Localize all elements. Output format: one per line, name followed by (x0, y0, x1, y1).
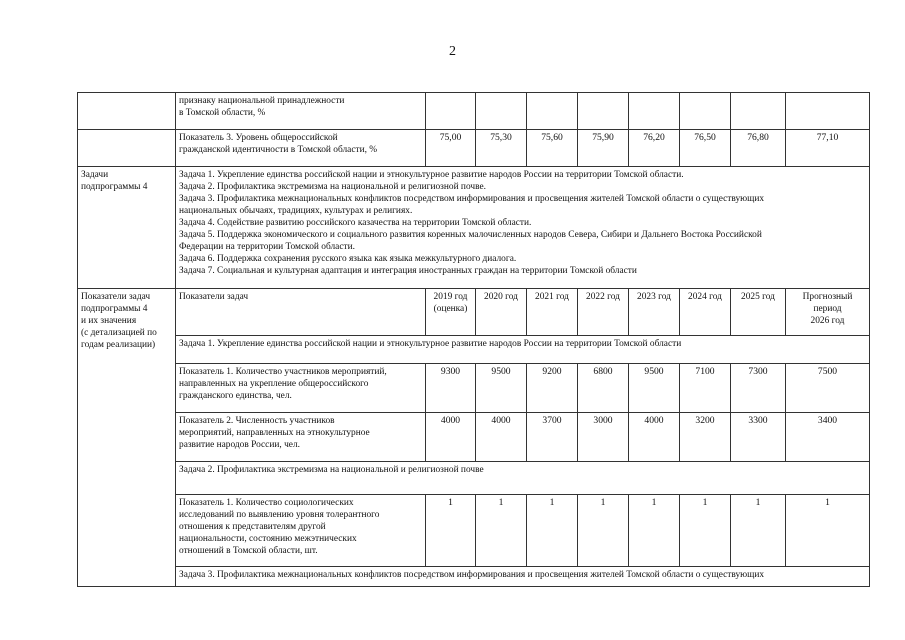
header-year: 2023 год (629, 289, 680, 336)
value-cell (680, 93, 731, 130)
value-cell: 75,60 (527, 130, 578, 167)
value-cell: 3700 (527, 413, 578, 462)
table-row (78, 93, 870, 130)
value-cell (476, 93, 527, 130)
table-row (78, 130, 870, 167)
value-cell: 1 (476, 495, 527, 567)
header-year-text: 2019 год (433, 292, 468, 302)
value-cell: 9500 (629, 364, 680, 413)
indicator-cell (176, 364, 426, 413)
value-cell: 9200 (527, 364, 578, 413)
tasks-label-cell (78, 167, 176, 289)
value-cell: 4000 (629, 413, 680, 462)
value-cell: 75,90 (578, 130, 629, 167)
header-year: 2020 год (476, 289, 527, 336)
value-cell: 7500 (786, 364, 870, 413)
header-year: 2022 год (578, 289, 629, 336)
value-cell: 77,10 (786, 130, 870, 167)
value-cell: 1 (786, 495, 870, 567)
indicator-text: гражданской идентичности в Томской области, % (179, 145, 378, 156)
task-title: Задача 1. Укрепление единства российской нации и этнокультурное развитие народов России на территории Томской области (176, 336, 870, 364)
table-row (78, 495, 870, 567)
task-line: Задача 4. Содействие развитию российского казачества на территории Томской области. (179, 218, 532, 229)
indicators-label: подпрограммы 4 (81, 304, 148, 315)
indicator-text: Показатель 1. Количество социологических (179, 498, 354, 508)
task-line: Задача 7. Социальная и культурная адаптация и интеграция иностранных граждан на территории Томской области (179, 266, 637, 277)
value-cell (578, 93, 629, 130)
tasks-label: подпрограммы 4 (81, 182, 148, 193)
value-cell (527, 93, 578, 130)
task-line: Задача 2. Профилактика экстремизма на национальной и религиозной почве. (179, 182, 486, 193)
header-title: Показатели задач (176, 289, 426, 336)
value-cell (426, 93, 476, 130)
value-cell (629, 93, 680, 130)
indicator-text: исследований по выявлению уровня толерантного (179, 510, 380, 521)
table-row (78, 364, 870, 413)
task-title-row (78, 462, 870, 495)
task-line: национальных обычаях, традициях, культурах и религиях. (179, 206, 413, 217)
value-cell: 7300 (731, 364, 786, 413)
indicator-text: направленных на укрепление общероссийского (179, 379, 369, 390)
header-year-text: 2026 год (810, 316, 845, 327)
header-year-text: Прогнозный (802, 292, 853, 302)
task-line: Федерации на территории Томской области. (179, 242, 355, 253)
value-cell: 1 (629, 495, 680, 567)
indicator-text: развитие народов России, чел. (179, 440, 300, 451)
value-cell: 1 (527, 495, 578, 567)
tasks-label: Задачи (81, 170, 109, 180)
task-line: Задача 6. Поддержка сохранения русского языка как языка межкультурного диалога. (179, 254, 517, 265)
value-cell: 3200 (680, 413, 731, 462)
indicator-cell (176, 130, 426, 167)
value-cell: 76,50 (680, 130, 731, 167)
subprogram-table (77, 92, 870, 587)
value-cell: 76,20 (629, 130, 680, 167)
row-label-cell (78, 130, 176, 167)
value-cell: 3400 (786, 413, 870, 462)
value-cell: 1 (731, 495, 786, 567)
task-title-row (78, 567, 870, 587)
task-line: Задача 5. Поддержка экономического и социального развития коренных малочисленных народов Севера, Сибири и Дальнего Востока Российской (179, 230, 762, 241)
indicator-text: Показатель 3. Уровень общероссийской (179, 133, 338, 143)
indicator-text: отношения к представителям другой (179, 522, 326, 533)
value-cell: 3000 (578, 413, 629, 462)
value-cell: 4000 (426, 413, 476, 462)
indicators-header-row (78, 289, 870, 336)
header-year (426, 289, 476, 336)
value-cell: 75,30 (476, 130, 527, 167)
indicator-cell (176, 495, 426, 567)
value-cell: 3300 (731, 413, 786, 462)
tasks-list-cell (176, 167, 870, 289)
indicators-label: годам реализации) (81, 340, 156, 351)
tasks-row (78, 167, 870, 289)
indicator-text: в Томской области, % (179, 108, 266, 119)
value-cell: 1 (426, 495, 476, 567)
value-cell: 4000 (476, 413, 527, 462)
header-year (786, 289, 870, 336)
value-cell: 1 (680, 495, 731, 567)
value-cell: 9500 (476, 364, 527, 413)
indicators-label: (с детализацией по (81, 328, 157, 339)
value-cell: 75,00 (426, 130, 476, 167)
header-year-text: (оценка) (433, 304, 468, 315)
header-year-text: период (813, 304, 842, 315)
indicators-label: и их значения (81, 316, 137, 327)
indicator-cell (176, 93, 426, 130)
task-title: Задача 3. Профилактика межнациональных конфликтов посредством информирования и просвещения жителей Томской области о существующих (176, 567, 870, 587)
indicator-text: признаку национальной принадлежности (179, 96, 345, 106)
value-cell: 1 (578, 495, 629, 567)
value-cell: 7100 (680, 364, 731, 413)
table-row (78, 413, 870, 462)
indicator-text: отношений в Томской области, шт. (179, 546, 318, 557)
header-year: 2025 год (731, 289, 786, 336)
row-label-cell (78, 93, 176, 130)
indicator-text: Показатель 1. Количество участников мероприятий, (179, 367, 387, 377)
indicator-text: гражданского единства, чел. (179, 391, 292, 402)
value-cell (731, 93, 786, 130)
task-title-row (78, 336, 870, 364)
indicators-label-cell (78, 289, 176, 587)
value-cell: 9300 (426, 364, 476, 413)
header-year: 2024 год (680, 289, 731, 336)
value-cell: 6800 (578, 364, 629, 413)
task-title: Задача 2. Профилактика экстремизма на национальной и религиозной почве (176, 462, 870, 495)
indicator-cell (176, 413, 426, 462)
indicator-text: Показатель 2. Численность участников (179, 416, 335, 426)
header-year: 2021 год (527, 289, 578, 336)
indicator-text: мероприятий, направленных на этнокультурное (179, 428, 370, 439)
task-line: Задача 3. Профилактика межнациональных конфликтов посредством информирования и просвещения жителей Томской области о существующих (179, 194, 765, 205)
value-cell (786, 93, 870, 130)
page-number: 2 (449, 44, 456, 59)
indicators-label: Показатели задач (81, 292, 151, 302)
value-cell: 76,80 (731, 130, 786, 167)
indicator-text: национальности, состоянию межэтнических (179, 534, 357, 545)
task-line: Задача 1. Укрепление единства российской нации и этнокультурное развитие народов России на территории Томской области. (179, 170, 684, 180)
